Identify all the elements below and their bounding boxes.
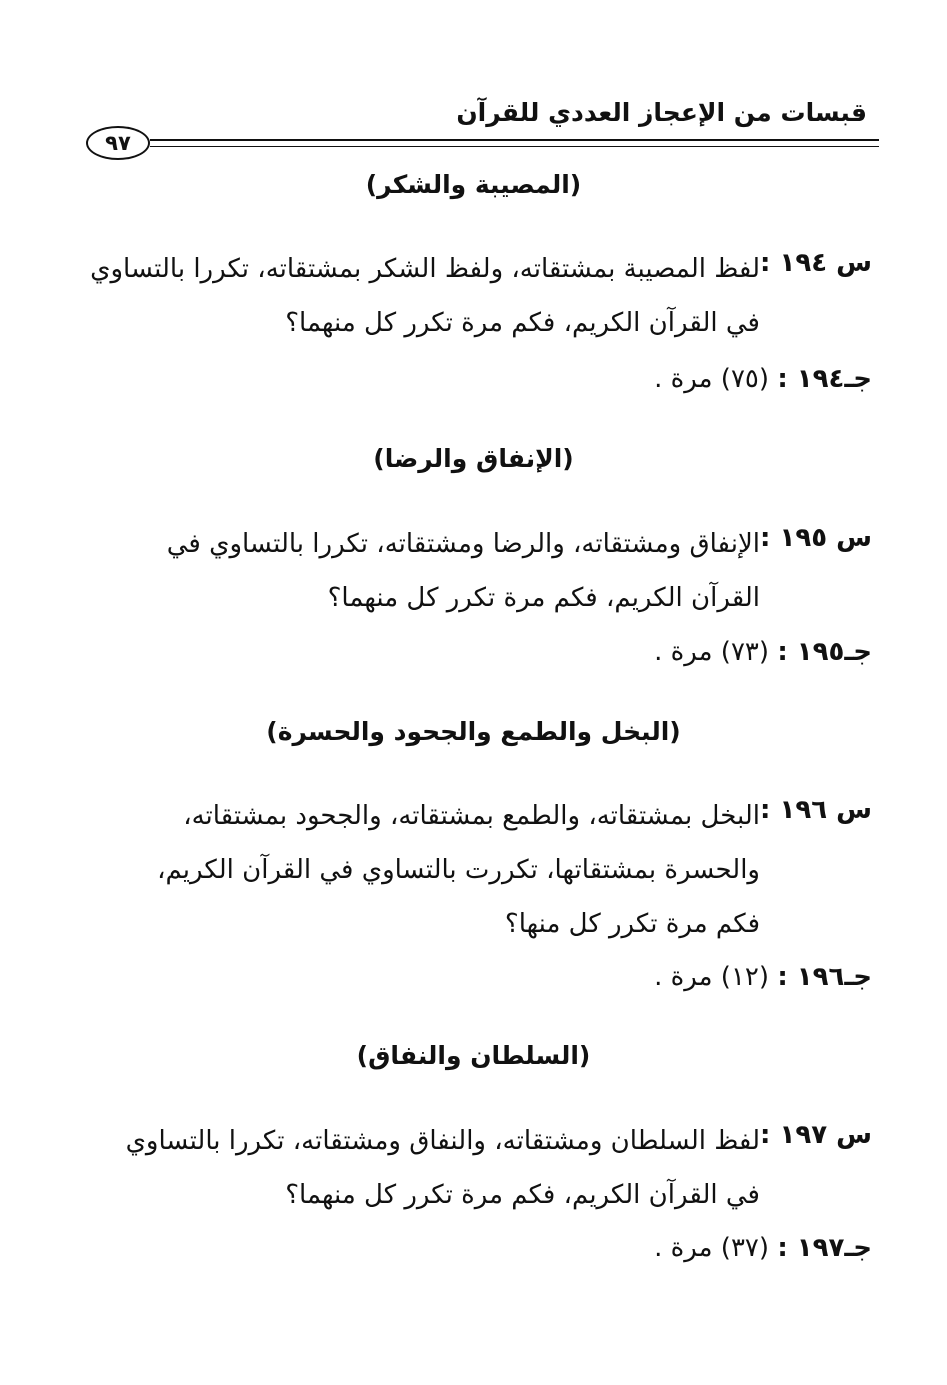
question-label: س ١٩٦ : bbox=[760, 795, 872, 825]
answer bbox=[654, 637, 872, 667]
question-text bbox=[88, 1114, 760, 1222]
question-text bbox=[88, 789, 760, 951]
answer-label: جـ١٩٦ : bbox=[777, 962, 872, 992]
question-line: القرآن الكريم، فكم مرة تكرر كل منهما؟ bbox=[327, 583, 760, 613]
question-line: الإنفاق ومشتقاته، والرضا ومشتقاته، تكررا بالتساوي في bbox=[166, 529, 760, 559]
answer-label: جـ١٩٧ : bbox=[777, 1233, 872, 1263]
section-title: (البخل والطمع والجحود والحسرة) bbox=[266, 717, 681, 746]
section-title: (الإنفاق والرضا) bbox=[373, 444, 574, 473]
question-label: س ١٩٤ : bbox=[760, 248, 872, 278]
question-text bbox=[88, 242, 760, 350]
question-text bbox=[88, 517, 760, 625]
answer bbox=[654, 1233, 872, 1263]
question-line: في القرآن الكريم، فكم مرة تكرر كل منهما؟ bbox=[285, 1180, 760, 1210]
running-title: قبسات من الإعجاز العددي للقرآن bbox=[456, 98, 867, 127]
question-line: البخل بمشتقاته، والطمع بمشتقاته، والجحود بمشتقاته، bbox=[183, 801, 760, 831]
question-label: س ١٩٥ : bbox=[760, 523, 872, 553]
question-line: في القرآن الكريم، فكم مرة تكرر كل منهما؟ bbox=[285, 308, 760, 338]
section-title: (المصيبة والشكر) bbox=[365, 170, 582, 199]
answer-label: جـ١٩٥ : bbox=[777, 637, 872, 667]
answer-label: جـ١٩٤ : bbox=[777, 364, 872, 394]
question-line: فكم مرة تكرر كل منها؟ bbox=[504, 909, 760, 939]
section-title: (السلطان والنفاق) bbox=[356, 1041, 591, 1070]
answer-text: (١٢) مرة . bbox=[654, 962, 770, 992]
answer bbox=[654, 962, 872, 992]
answer bbox=[654, 364, 872, 394]
question-line: لفظ السلطان ومشتقاته، والنفاق ومشتقاته، تكررا بالتساوي bbox=[125, 1126, 760, 1156]
question-line: والحسرة بمشتقاتها، تكررت بالتساوي في القرآن الكريم، bbox=[157, 855, 760, 885]
answer-text: (٧٥) مرة . bbox=[654, 364, 770, 394]
question-line: لفظ المصيبة بمشتقاته، ولفظ الشكر بمشتقاته، تكررا بالتساوي bbox=[90, 254, 760, 284]
question-label: س ١٩٧ : bbox=[760, 1120, 872, 1150]
answer-text: (٣٧) مرة . bbox=[654, 1233, 770, 1263]
page-number: ٩٧ bbox=[86, 126, 150, 160]
answer-text: (٧٣) مرة . bbox=[654, 637, 770, 667]
header-rule bbox=[150, 139, 879, 147]
